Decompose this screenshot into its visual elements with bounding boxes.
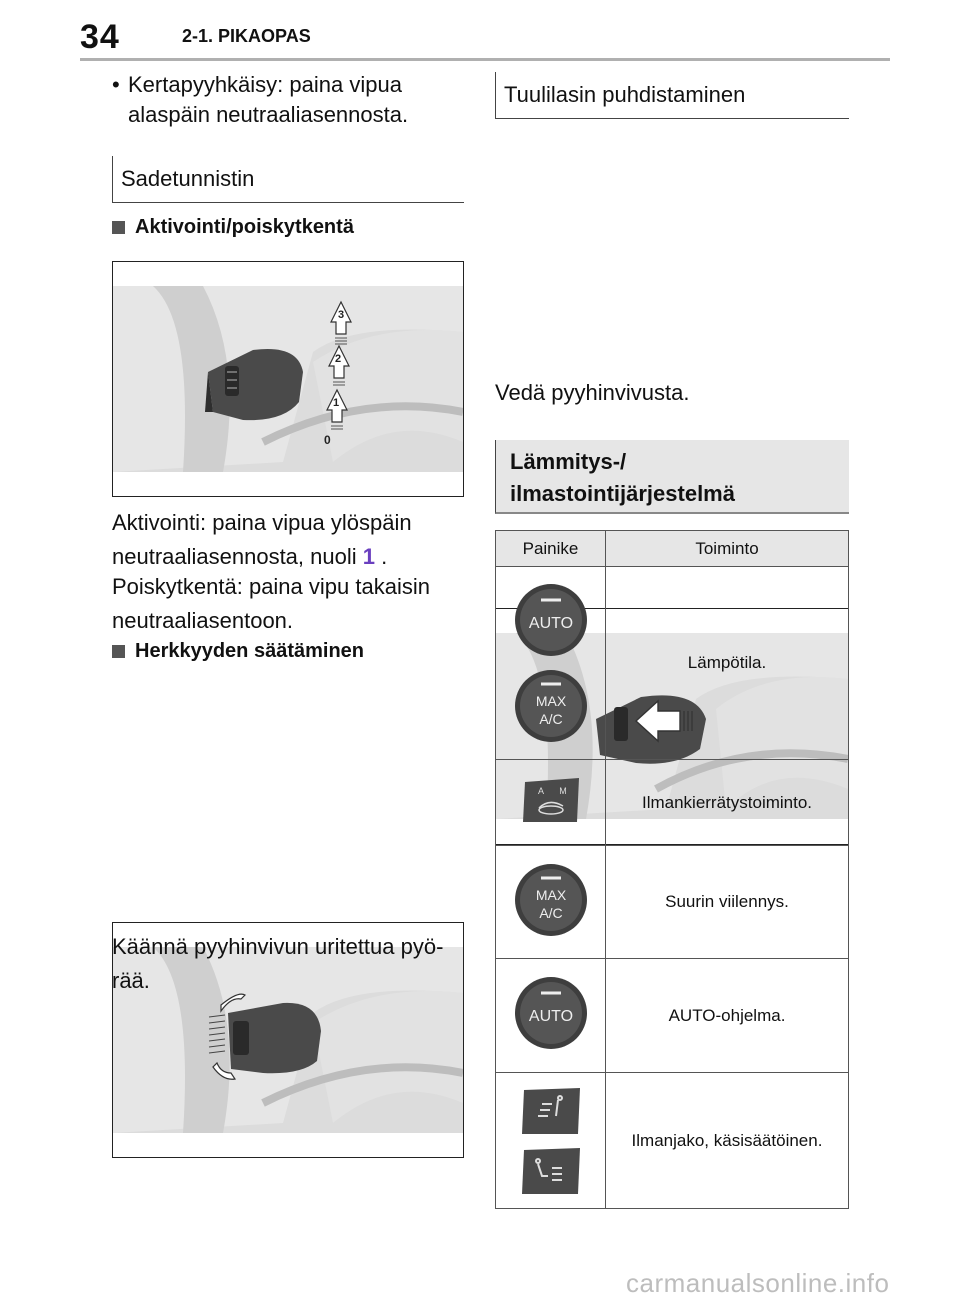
table-header-row [496,531,849,567]
svg-text:A: A [537,786,544,796]
activation-text-end: . [374,544,388,569]
table-cell-buttons [496,567,606,760]
climate-section-title: Lämmitys-/ ilmastointijärjestelmä [495,440,849,514]
watermark: carmanualsonline.info [626,1268,890,1298]
wiper-stalk-activation-figure [112,261,464,497]
svg-text:AUTO: AUTO [528,615,573,632]
bullet-dot: • [112,72,120,97]
pull-paragraph: Vedä pyyhinvivusta. [495,380,690,405]
bullet-text: Kertapyyhkäisy: paina vipua alaspäin neutraaliasennosta. [128,72,409,127]
table-cell-function: Ilmanjako, käsisäätöinen. [606,1073,849,1209]
activation-heading-text: Aktivointi/poiskytkentä [135,216,354,238]
table-cell-function: Ilmankierrätystoiminto. [606,760,849,846]
svg-text:MAX: MAX [535,693,566,709]
table-cell-buttons [496,846,606,959]
table-row [496,846,849,959]
bullet-item [112,70,464,130]
table-cell-function: AUTO-ohjelma. [606,959,849,1073]
header-rule [80,58,890,61]
table-cell-buttons [496,1073,606,1209]
air-distribution-upper-icon [518,1086,584,1136]
section-header: 2-1. PIKAOPAS [182,26,311,46]
recirculation-icon [519,776,583,824]
windshield-cleaning-title: Tuulilasin puhdistaminen [495,72,849,119]
wheel-paragraph: Käännä pyyhinvivun uritettua pyö-rää. [112,934,444,993]
figure-label-3: 3 [338,309,345,321]
auto-temperature-icon [513,582,589,658]
max-ac-icon [513,862,589,938]
table-cell-buttons [496,959,606,1073]
arrow-number: 1 [362,544,375,569]
auto-temperature-icon [513,975,589,1051]
svg-text:A/C: A/C [538,711,563,727]
activation-paragraph [112,506,464,574]
figure-label-1: 1 [333,397,340,409]
rain-sensor-title: Sadetunnistin [112,156,464,203]
windshield-cleaning-box [495,72,849,119]
max-ac-icon [513,668,589,744]
svg-text:MAX: MAX [535,886,566,903]
climate-controls-table [495,530,849,1209]
table-cell-function: Lämpötila. [606,567,849,760]
sensitivity-heading [112,640,464,663]
deactivation-paragraph: Poiskytkentä: paina vipu takaisin neutraaliasentoon. [112,574,430,633]
table-row [496,760,849,846]
table-row [496,567,849,760]
svg-text:A/C: A/C [538,904,563,921]
table-cell-buttons [496,760,606,846]
table-cell-function: Suurin viilennys. [606,846,849,959]
svg-text:M: M [558,786,567,796]
figure-label-0: 0 [324,433,331,447]
table-header-function: Toiminto [606,531,849,567]
square-bullet-icon [112,221,125,234]
figure-label-2: 2 [335,353,342,365]
sensitivity-heading-text: Herkkyyden säätäminen [135,640,365,662]
activation-text: Aktivointi: paina vipua ylöspäin neutraaliasennosta, nuoli [112,510,412,569]
square-bullet-icon [112,645,125,658]
table-header-button: Painike [496,531,606,567]
table-row [496,1073,849,1209]
svg-text:AUTO: AUTO [528,1008,573,1025]
air-distribution-lower-icon [518,1146,584,1196]
rain-sensor-box [112,156,464,203]
table-row [496,959,849,1073]
page-number: 34 [80,18,120,56]
activation-heading [112,216,464,239]
